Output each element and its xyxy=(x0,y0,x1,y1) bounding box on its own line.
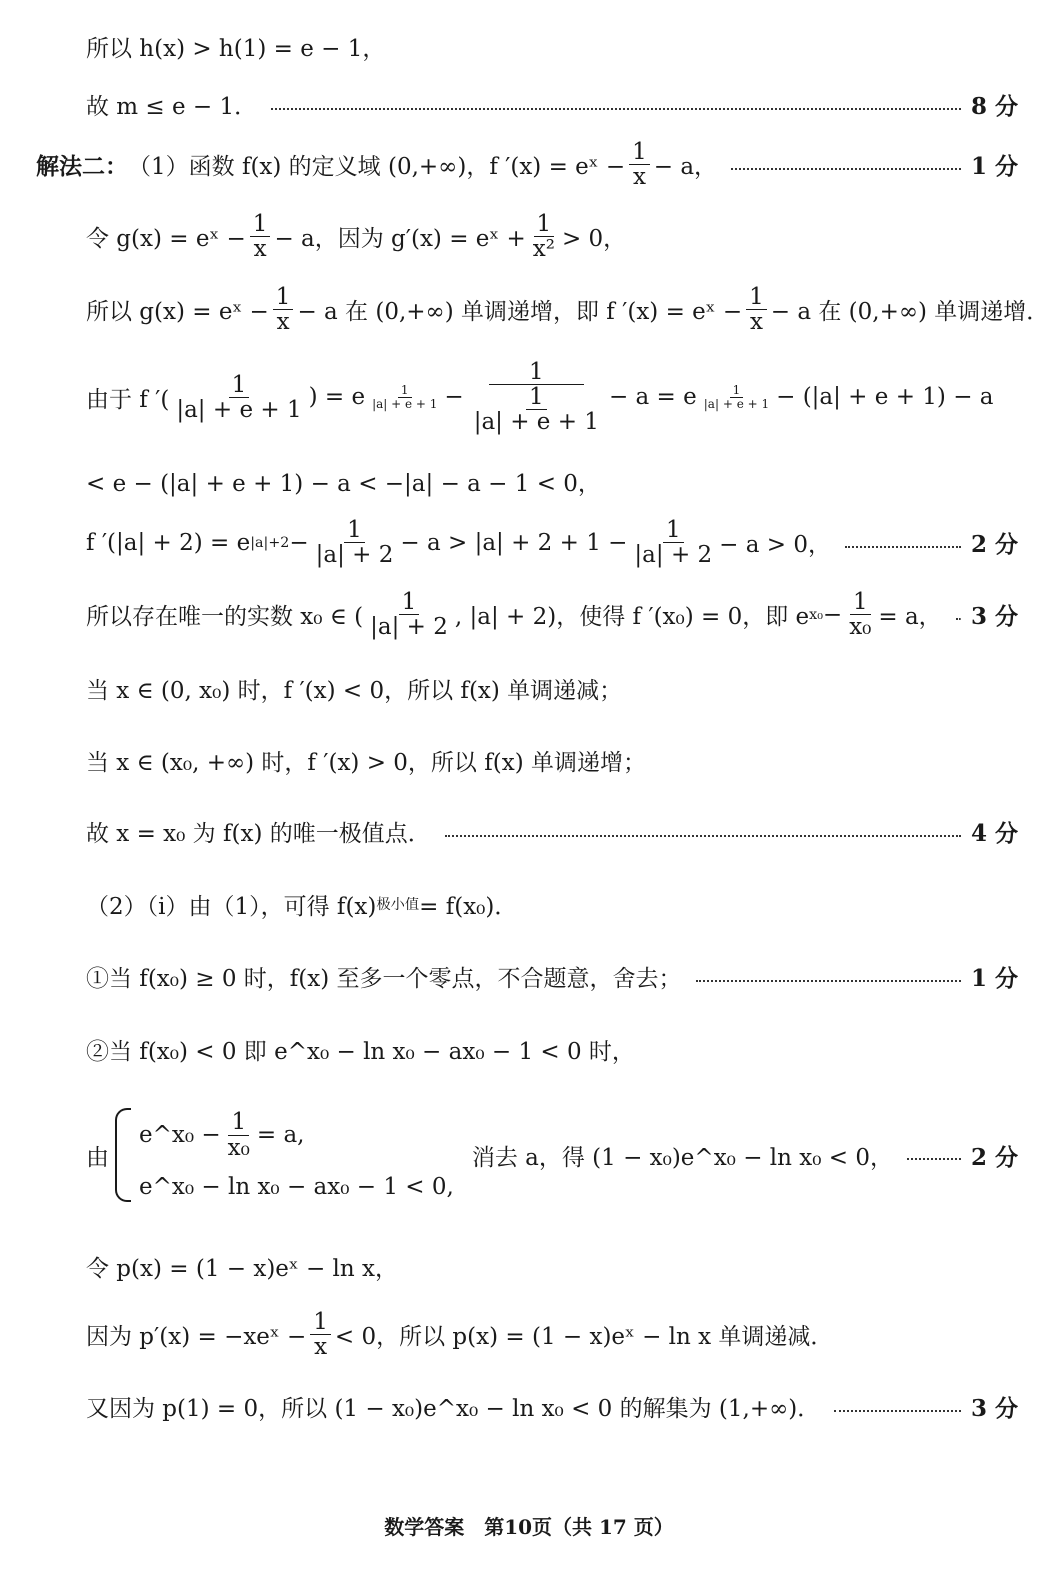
text: − a > |a| + 2 + 1 − xyxy=(400,529,628,556)
text: （2）（i）由（1），可得 f(x) xyxy=(86,894,377,920)
fraction-1-over-x: $\frac{1}{x}$ xyxy=(250,212,271,261)
text: 由 xyxy=(86,1144,109,1171)
dot-leader xyxy=(907,1158,961,1160)
score-label: 1 分 xyxy=(970,153,1018,181)
text: − a > 0， xyxy=(719,532,831,559)
text: f ′(|a| + 2) = e xyxy=(86,529,251,556)
text: 因为 p′(x) = −xeˣ − xyxy=(86,1324,307,1351)
line-case-one xyxy=(86,960,1018,993)
fraction-1-over-abs-a-2: $\frac{1}{|a| + 2}$ xyxy=(315,517,394,569)
text: − a 在 (0,+∞) 单调递增． xyxy=(770,299,1050,326)
exponent-fraction: $\frac{1}{|a| + e + 1}$ xyxy=(703,383,770,411)
score-label: 3 分 xyxy=(970,1395,1018,1422)
line-p-derivative xyxy=(86,1310,1018,1359)
text: 所以存在唯一的实数 x₀ ∈ ( xyxy=(86,604,364,631)
dot-leader xyxy=(696,980,961,982)
score-label: 1 分 xyxy=(970,965,1018,992)
dot-leader xyxy=(731,168,961,170)
line-inequality-chain xyxy=(86,465,1018,498)
method-heading: 解法二： xyxy=(36,153,128,181)
text: < 0，所以 p(x) = (1 − x)eˣ − ln x 单调递减． xyxy=(334,1324,834,1351)
fraction-1-over-x: $\frac{1}{x}$ xyxy=(310,1310,331,1359)
fraction-1-over-x: $\frac{1}{x}$ xyxy=(273,285,294,334)
score-label: 8 分 xyxy=(970,93,1018,120)
fraction-1-over-x: $\frac{1}{x}$ xyxy=(746,285,767,334)
text: 当 x ∈ (0, x₀) 时，f ′(x) < 0，所以 f(x) 单调递减； xyxy=(86,678,623,704)
text: − (|a| + e + 1) − a xyxy=(776,384,994,411)
text: < e − (|a| + e + 1) − a < −|a| − a − 1 < 0， xyxy=(86,471,601,497)
fraction-1-over-abs-a-2: $\frac{1}{|a| + 2}$ xyxy=(370,589,448,641)
fraction-1-over-abs-a-e-1: $\frac{1}{|a| + e + 1}$ xyxy=(176,371,302,423)
equation-system: e^x₀ − $\frac{1}{\text{x₀}}$ = a, e^x₀ − ln x₀ − ax₀ − 1 < 0, xyxy=(115,1108,454,1202)
text: − a = e xyxy=(608,384,697,411)
line-solution-set xyxy=(86,1390,1018,1423)
text: − a，因为 g′(x) = eˣ + xyxy=(274,226,526,253)
text: − xyxy=(822,601,843,628)
text: 令 p(x) = (1 − x)eˣ − ln x， xyxy=(86,1256,398,1282)
compound-fraction: $\frac{1}{\frac{1}{|a| + e + 1}}$ xyxy=(473,359,599,436)
line-case-two xyxy=(86,1033,1018,1066)
line-p-definition xyxy=(86,1250,1018,1283)
line-m-bound xyxy=(86,88,1018,121)
brace xyxy=(115,1108,131,1202)
score-label: 4 分 xyxy=(970,820,1018,847)
text: 由于 f ′( xyxy=(86,386,170,413)
line-system xyxy=(86,1105,1018,1205)
score-label: 2 分 xyxy=(970,531,1018,559)
text: 所以 h(x) > h(1) = e − 1， xyxy=(86,36,386,62)
text: − xyxy=(444,384,464,411)
text: 消去 a，得 (1 − x₀)e^x₀ − ln x₀ < 0， xyxy=(471,1144,893,1171)
line-g-definition xyxy=(86,212,1018,261)
dot-leader xyxy=(834,1410,961,1412)
dot-leader xyxy=(845,546,961,548)
text: （1）函数 f(x) 的定义域 (0,+∞)，f ′(x) = eˣ − xyxy=(128,154,626,181)
line-f-prime-large: f ′(|a| + 2) = e |a|+2 − $\frac{1}{|a| + 2}$ − a > |a| + 2 + 1 − $\frac{1}{|a| + 2}$ − a > 0， 2 分 xyxy=(86,517,1018,569)
text: 又因为 p(1) = 0，所以 (1 − x₀)e^x₀ − ln x₀ < 0 的解集为 (1,+∞)． xyxy=(86,1396,821,1422)
text: ①当 f(x₀) ≥ 0 时，f(x) 至多一个零点，不合题意，舍去； xyxy=(86,966,682,992)
score-label: 3 分 xyxy=(970,603,1018,631)
line-f-prime-small xyxy=(86,360,1018,434)
text: 令 g(x) = eˣ − xyxy=(86,226,246,253)
line-monotonic xyxy=(86,284,1050,336)
text: − a， xyxy=(653,154,718,181)
text: , |a| + 2)，使得 f ′(x₀) = 0，即 e xyxy=(454,604,810,631)
line-unique-x0: 所以存在唯一的实数 x₀ ∈ ( $\frac{1}{|a| + 2}$ , |a| + 2)，使得 f ′(x₀) = 0，即 e x₀ − $\frac{1}{\text{x₀}}$ = a， 3 分 xyxy=(86,589,1018,641)
fraction-1-over-x0: $\frac{1}{\text{x₀}}$ xyxy=(849,589,872,641)
text: 故 m ≤ e − 1． xyxy=(86,94,258,120)
line-part-two: （2）（i）由（1），可得 f(x) 极小值 = f(x₀)． xyxy=(86,888,1018,921)
fraction-1-over-x: $\frac{1}{x}$ xyxy=(629,140,650,189)
line-h-inequality xyxy=(86,30,1018,63)
text: ) = e xyxy=(308,384,366,411)
fraction-1-over-x0: $\frac{1}{\text{x₀}}$ xyxy=(227,1109,250,1161)
fraction-1-over-x-squared: $\frac{1}{\text{x²}}$ xyxy=(532,211,555,263)
text: 故 x = x₀ 为 f(x) 的唯一极值点． xyxy=(86,821,431,847)
line-increasing xyxy=(86,744,1018,777)
dot-leader xyxy=(271,108,961,110)
dot-leader xyxy=(445,835,961,837)
text: > 0， xyxy=(561,226,627,253)
dot-leader xyxy=(956,618,961,620)
line-method-two xyxy=(36,140,1018,189)
score-label: 2 分 xyxy=(970,1143,1018,1171)
page-footer: 数学答案 第10页（共 17 页） xyxy=(384,1515,674,1539)
text: = a， xyxy=(878,604,942,631)
text: − xyxy=(289,529,309,556)
fraction-1-over-abs-a-2: $\frac{1}{|a| + 2}$ xyxy=(634,517,713,569)
text: = f(x₀)． xyxy=(419,894,518,920)
text: 当 x ∈ (x₀, +∞) 时，f ′(x) > 0，所以 f(x) 单调递增； xyxy=(86,750,646,776)
text: − a 在 (0,+∞) 单调递增，即 f ′(x) = eˣ − xyxy=(297,299,743,326)
line-decreasing xyxy=(86,672,1018,705)
exponent-fraction: $\frac{1}{|a| + e + 1}$ xyxy=(372,383,438,411)
text: ②当 f(x₀) < 0 即 e^x₀ − ln x₀ − ax₀ − 1 < 0 时， xyxy=(86,1039,635,1065)
text: 所以 g(x) = eˣ − xyxy=(86,299,269,326)
line-extreme-point xyxy=(86,815,1018,848)
